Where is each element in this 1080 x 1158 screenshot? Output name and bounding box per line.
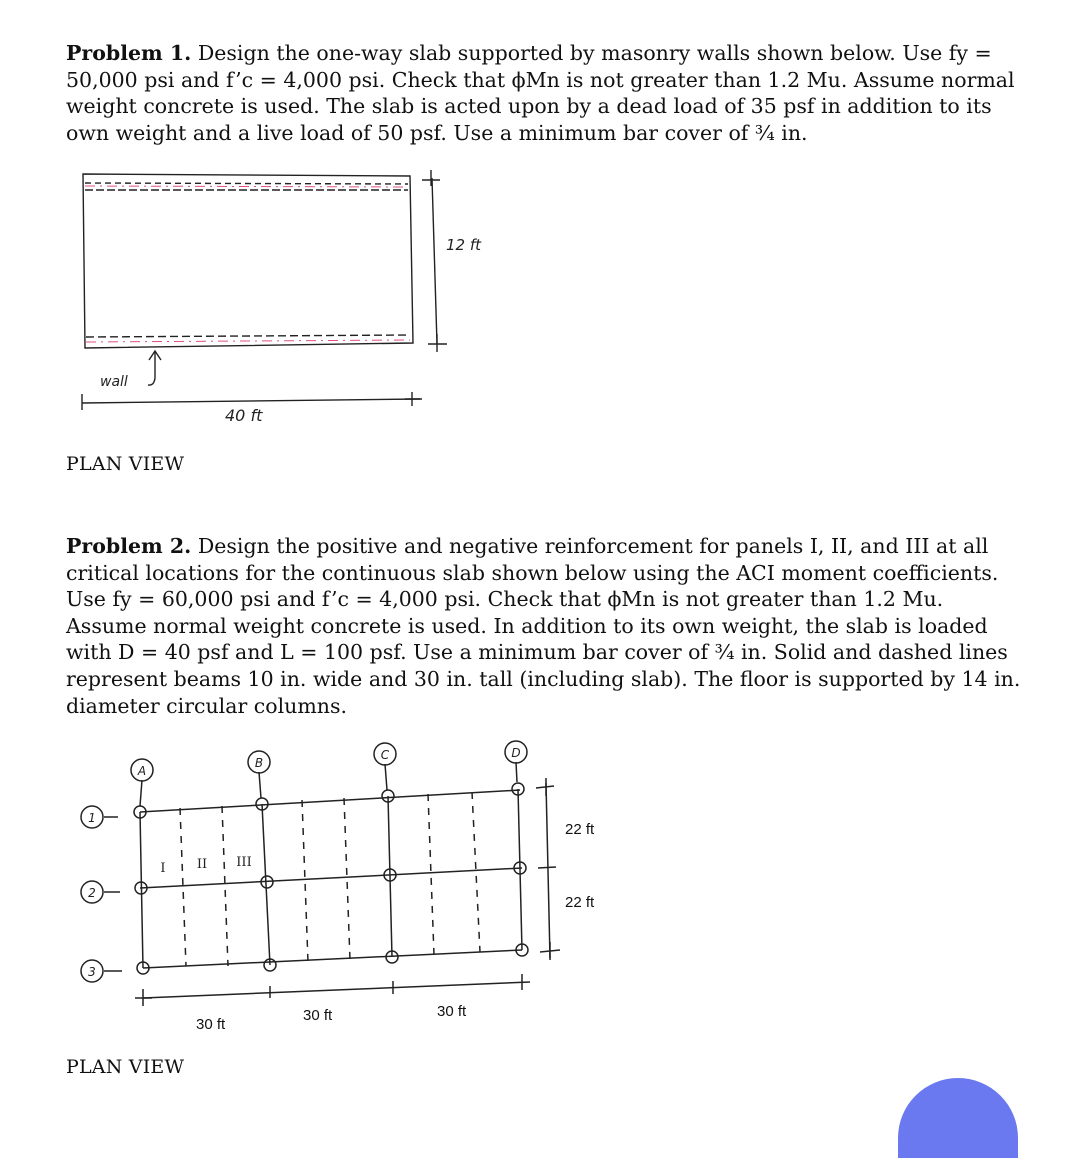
problem-1-caption: PLAN VIEW <box>66 453 185 475</box>
problem-2-heading: Problem 2. <box>66 534 192 558</box>
bubble-C-label: C <box>380 748 390 762</box>
beam-row-1 <box>140 790 520 812</box>
leader-A <box>140 780 142 806</box>
bubble-D-label: D <box>511 746 521 760</box>
problem-1-text: Design the one-way slab supported by masonry walls shown below. Use fy = 50,000 psi and f’c = 4,000 psi. Check that ϕMn is not greater than 1.2 Mu. Assume normal weight concrete is used. The slab is acted upon by a dead load of 35 psf in addition to its own weight and a live load of 50 psf. Use a minimum bar cover of ¾ in. <box>66 41 1015 145</box>
row-dim-tick-1 <box>536 778 554 796</box>
bay-spacing-label-2: 30 ft <box>303 1007 333 1024</box>
dashed-beam-4 <box>344 798 350 960</box>
problem-1-heading: Problem 1. <box>66 41 192 65</box>
beam-row-3 <box>143 950 522 968</box>
bay-spacing-label-3: 30 ft <box>437 1003 467 1020</box>
length-label: 40 ft <box>225 406 263 425</box>
bay-spacing-label-1: 30 ft <box>196 1016 226 1033</box>
span-label: 12 ft <box>446 236 482 254</box>
panel-III-label: III <box>236 855 252 870</box>
row-dim-tick-2 <box>538 867 556 868</box>
beam-col-A <box>140 812 143 968</box>
panel-I-label: I <box>160 861 166 876</box>
panel-II-label: II <box>196 857 208 872</box>
dashed-beam-6 <box>472 792 480 952</box>
beam-col-B <box>262 804 270 965</box>
leader-C <box>385 764 387 790</box>
bubble-B-label: B <box>254 756 264 770</box>
bubble-2-label: 2 <box>88 886 96 900</box>
dashed-beam-5 <box>428 794 434 955</box>
row-dim-tick-3 <box>540 942 560 960</box>
dashed-beam-2 <box>222 806 228 966</box>
dashed-beam-3 <box>302 800 308 962</box>
bubble-A-label: A <box>137 764 147 778</box>
row-dimension-line <box>546 783 550 958</box>
dashed-beam-1 <box>180 808 186 966</box>
leader-D <box>516 762 517 782</box>
bubble-3-label: 3 <box>88 965 96 979</box>
beam-col-D <box>518 789 522 950</box>
problem-2-caption: PLAN VIEW <box>66 1056 185 1078</box>
bubble-1-label: 1 <box>88 811 96 825</box>
row-spacing-label-1: 22 ft <box>565 821 595 838</box>
row-spacing-label-2: 22 ft <box>565 894 595 911</box>
problem-2-text: Design the positive and negative reinforcement for panels I, II, and III at all critical locations for the continuous slab shown below using the ACI moment coefficients. Use fy = 60,000 psi and f’c = 4,000 psi. Check that ϕMn is not greater than 1.2 Mu. Assume normal weight concrete is used. In addition to its own weight, the slab is loaded with D = 40 psf and L = 100 psf. Use a minimum bar cover of ¾ in. Solid and dashed lines represent beams 10 in. wide and 30 in. tall (including slab). The floor is supported by 14 in. diameter circular columns. <box>66 534 1021 718</box>
bay-dim-tick-A <box>135 989 152 1006</box>
bay-dimension-line <box>143 982 530 998</box>
wall-label: wall <box>100 374 128 390</box>
beam-col-C <box>388 796 392 957</box>
leader-B <box>259 772 261 798</box>
